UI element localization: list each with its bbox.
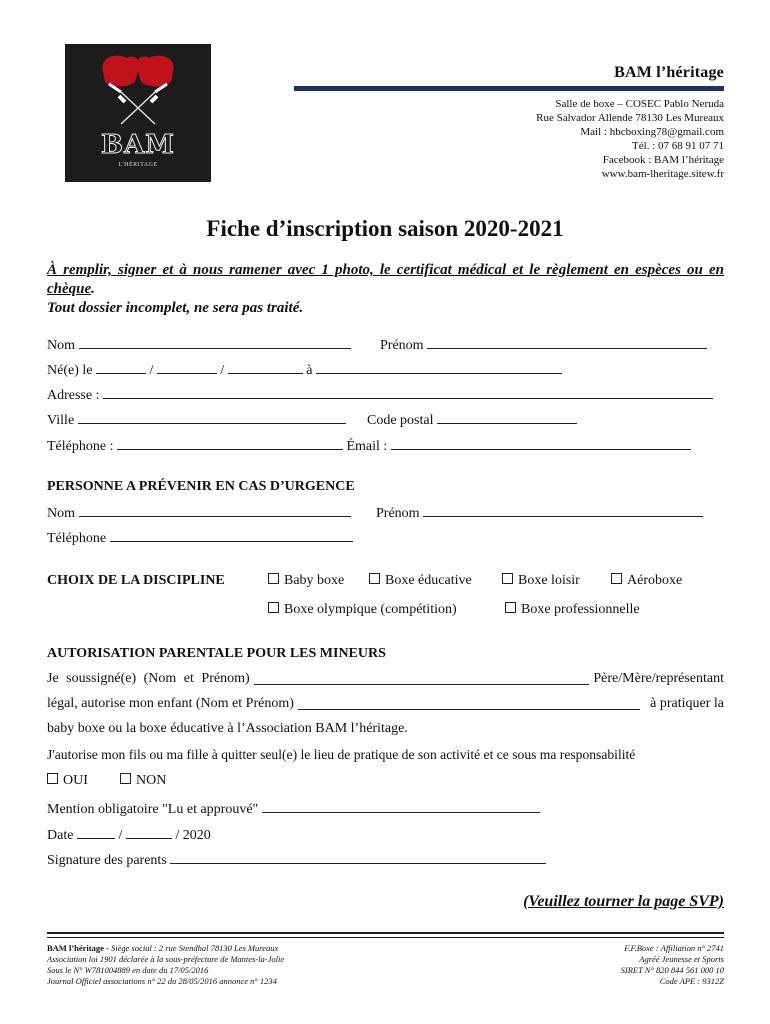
header-divider <box>294 86 724 91</box>
nom-label: Nom <box>47 338 75 353</box>
birth-month-field[interactable] <box>157 361 217 374</box>
option-label: Boxe loisir <box>518 573 580 588</box>
ville-field[interactable] <box>78 411 346 424</box>
parental-line-3: baby boxe ou la boxe éducative à l’Association BAM l’héritage. <box>47 721 408 736</box>
birthplace-field[interactable] <box>316 361 562 374</box>
option-label: Boxe professionnelle <box>521 602 640 617</box>
date-year: 2020 <box>182 828 211 843</box>
page-title: Fiche d’inscription saison 2020-2021 <box>206 216 564 241</box>
instructions <box>47 261 724 318</box>
urgence-nom-label: Nom <box>47 506 75 521</box>
option-boxe-loisir[interactable] <box>502 573 580 589</box>
date-month-field[interactable] <box>126 826 172 839</box>
checkbox[interactable] <box>502 573 513 584</box>
instructions-period: . <box>91 281 95 297</box>
contact-facebook: Facebook : BAM l’héritage <box>602 154 724 166</box>
footer-line: Journal Officiel associations n° 22 du 28/05/2016 annonce n° 1234 <box>47 976 277 986</box>
adresse-label: Adresse : <box>47 388 100 403</box>
code-postal-label: Code postal <box>367 413 434 428</box>
urgence-heading: PERSONNE A PRÉVENIR EN CAS D’URGENCE <box>47 479 355 494</box>
footer-org: BAM l’héritage - <box>47 943 111 953</box>
nom-field[interactable] <box>79 336 351 349</box>
address-row <box>47 386 713 404</box>
birthplace-label: à <box>306 363 313 378</box>
prenom-field[interactable] <box>427 336 707 349</box>
date-separator: / <box>149 363 154 378</box>
checkbox[interactable] <box>47 773 58 784</box>
option-baby-boxe[interactable] <box>268 573 344 589</box>
contact-line: Salle de boxe – COSEC Pablo Neruda <box>555 98 724 110</box>
urgence-prenom-field[interactable] <box>423 504 703 517</box>
telephone-field[interactable] <box>117 437 343 450</box>
prenom-label: Prénom <box>380 338 424 353</box>
logo-subtext: L'HÉRITAGE <box>118 162 158 168</box>
parental-line-2 <box>47 696 724 712</box>
urgence-prenom-row <box>376 504 703 522</box>
instructions-main: À remplir, signer et à nous ramener avec 1 photo, le certificat médical et le règlement en espèces ou en chèque <box>47 262 724 297</box>
pratiquer-label: à pratiquer la <box>650 696 724 711</box>
contact-row <box>47 437 691 455</box>
parental-line-1 <box>47 671 724 687</box>
birth-year-field[interactable] <box>228 361 303 374</box>
contact-block <box>536 97 724 181</box>
option-boxe-olympique[interactable] <box>268 602 457 618</box>
mention-row <box>47 800 540 818</box>
option-boxe-educative[interactable] <box>369 573 472 589</box>
signature-field[interactable] <box>170 851 546 864</box>
footer-line: SIRET N° 820 844 561 000 10 <box>620 965 724 975</box>
signature-label: Signature des parents <box>47 853 167 868</box>
option-label: Aéroboxe <box>627 573 683 588</box>
non-label: NON <box>136 773 167 788</box>
ville-row <box>47 411 346 429</box>
autorise-enfant-label: légal, autorise mon enfant (Nom et Prénom) <box>47 696 294 711</box>
footer-divider <box>47 932 724 938</box>
footer-line: Siège social : 2 rue Stendhal 78130 Les Mureaux <box>110 943 279 953</box>
option-oui[interactable] <box>47 773 88 789</box>
org-name: BAM l’héritage <box>614 64 724 81</box>
date-separator: / <box>118 828 123 843</box>
ne-le-label: Né(e) le <box>47 363 93 378</box>
instructions-period: . <box>299 300 304 316</box>
urgence-nom-field[interactable] <box>79 504 351 517</box>
ville-label: Ville <box>47 413 75 428</box>
code-postal-field[interactable] <box>437 411 577 424</box>
footer-line: Code APE : 9312Z <box>659 976 724 986</box>
telephone-label: Téléphone : <box>47 439 114 454</box>
checkbox[interactable] <box>268 573 279 584</box>
prenom-row <box>380 336 707 354</box>
contact-phone: Tél. : 07 68 91 07 71 <box>632 140 724 152</box>
date-separator: / <box>220 363 225 378</box>
soussigne-label: Je soussigné(e) (Nom et Prénom) <box>47 671 250 686</box>
parental-line-4: J'autorise mon fils ou ma fille à quitter seul(e) le lieu de pratique de son activité et ce sous ma responsabilité <box>47 747 636 762</box>
urgence-tel-row <box>47 529 353 547</box>
mention-label: Mention obligatoire "Lu et approuvé" <box>47 802 259 817</box>
contact-website: www.bam-lheritage.sitew.fr <box>601 168 724 180</box>
discipline-heading: CHOIX DE LA DISCIPLINE <box>47 573 225 588</box>
urgence-telephone-label: Téléphone <box>47 531 107 546</box>
cp-row <box>367 411 577 429</box>
urgence-nom-row <box>47 504 351 522</box>
checkbox[interactable] <box>268 602 279 613</box>
signature-row <box>47 851 546 869</box>
turn-page-note: (Veuillez tourner la page SVP) <box>523 893 724 910</box>
checkbox[interactable] <box>369 573 380 584</box>
footer-line: F.F.Boxe : Affiliation n° 2741 <box>624 943 724 953</box>
footer-left <box>47 943 284 987</box>
instructions-incomplete: Tout dossier incomplet, ne sera pas traité <box>47 300 300 316</box>
urgence-telephone-field[interactable] <box>110 529 353 542</box>
email-label: Émail : <box>346 439 388 454</box>
footer-line: Association loi 1901 déclarée à la sous-préfecture de Mantes-la-Jolie <box>47 954 285 964</box>
option-aeroboxe[interactable] <box>611 573 682 589</box>
adresse-field[interactable] <box>103 386 713 399</box>
contact-line: Rue Salvador Allende 78130 Les Mureaux <box>536 112 724 124</box>
date-row <box>47 826 211 844</box>
representant-label: Père/Mère/représentant <box>593 671 724 686</box>
oui-label: OUI <box>63 773 88 788</box>
option-label: Baby boxe <box>284 573 345 588</box>
urgence-prenom-label: Prénom <box>376 506 420 521</box>
birth-row <box>47 361 562 379</box>
birth-day-field[interactable] <box>96 361 146 374</box>
soussigne-field[interactable] <box>254 671 590 685</box>
footer-line: Sous le N° W781004889 en date du 17/05/2016 <box>47 965 209 975</box>
enfant-field[interactable] <box>298 696 640 710</box>
option-label: Boxe olympique (compétition) <box>284 602 457 617</box>
email-field[interactable] <box>391 437 691 450</box>
club-logo <box>65 44 211 182</box>
date-separator: / <box>175 828 180 843</box>
option-boxe-professionnelle[interactable] <box>505 602 640 618</box>
checkbox[interactable] <box>611 573 622 584</box>
checkbox[interactable] <box>120 773 131 784</box>
date-day-field[interactable] <box>77 826 115 839</box>
nom-row <box>47 336 351 354</box>
contact-email: Mail : hbcboxing78@gmail.com <box>580 126 724 138</box>
option-non[interactable] <box>120 773 166 789</box>
parental-heading: AUTORISATION PARENTALE POUR LES MINEURS <box>47 646 386 661</box>
checkbox[interactable] <box>505 602 516 613</box>
footer-right <box>621 943 724 987</box>
date-label: Date <box>47 828 74 843</box>
footer-line: Agréé Jeunesse et Sports <box>639 954 724 964</box>
logo-text: BAM <box>101 130 175 160</box>
option-label: Boxe éducative <box>385 573 472 588</box>
mention-field[interactable] <box>262 800 540 813</box>
